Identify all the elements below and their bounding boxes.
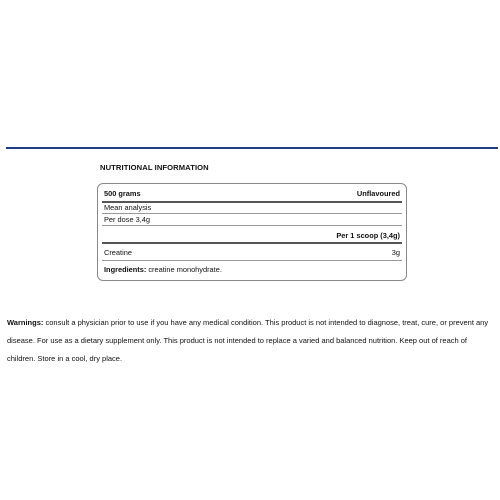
table-row-per-dose [104,215,400,224]
nutrient-name: Creatine [104,248,132,257]
warnings-paragraph [7,314,497,368]
ingredients-label: Ingredients: [104,265,147,274]
weight-label: 500 grams [104,189,141,198]
flavour-label: Unflavoured [356,189,400,198]
table-divider [102,213,402,214]
warnings-text: consult a physician prior to use if you have any medical condition. This product is not intended to diagnose, treat, cure, or prevent any disease. For use as a dietary supplement only. This product is not intended to replace a varied and balanced nutrition. Keep out of reach of children. Store in a cool, dry place. [7,318,489,363]
table-row-weight [104,189,400,198]
warnings-label: Warnings: [7,318,44,327]
mean-analysis-label: Mean analysis [104,203,152,212]
table-divider [102,260,402,261]
nutrition-title: NUTRITIONAL INFORMATION [100,163,209,172]
table-row [104,248,400,257]
ingredients-text: creatine monohydrate. [146,265,222,274]
nutrition-table [97,183,407,281]
table-divider [102,225,402,226]
per-scoop-header: Per 1 scoop (3,4g) [336,231,400,240]
per-dose-label: Per dose 3,4g [104,215,151,224]
table-divider [102,242,402,244]
top-divider [6,147,498,149]
table-row-mean-analysis [104,203,400,212]
nutrient-value: 3g [391,248,400,257]
table-row-ingredients [104,265,400,274]
